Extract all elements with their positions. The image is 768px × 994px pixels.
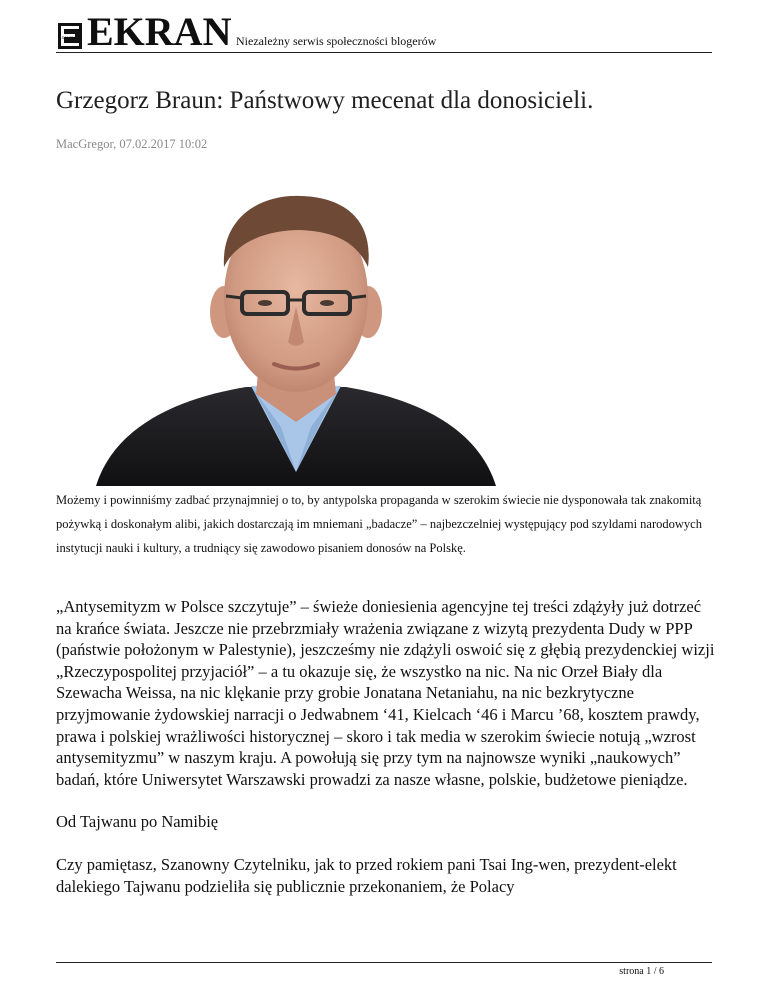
- site-tagline: Niezależny serwis społeczności blogerów: [236, 34, 437, 48]
- article-photo: [56, 172, 530, 486]
- footer-divider: [56, 962, 712, 963]
- svg-text:SALON 24: SALON 24: [61, 35, 81, 40]
- site-logo[interactable]: [56, 9, 232, 54]
- section-heading: Od Tajwanu po Namibię: [56, 812, 219, 832]
- paragraph: Czy pamiętasz, Szanowny Czytelniku, jak to przed rokiem pani Tsai Ing-wen, prezydent-elekt dalekiego Tajwanu podzieliła się publicznie przekonaniem, że Polacy: [56, 854, 677, 896]
- portrait-illustration: [56, 172, 530, 486]
- article-body: [56, 596, 720, 918]
- logo-mark-icon: [56, 20, 86, 50]
- paragraph: „Antysemityzm w Polsce szczytuje” – świeże doniesienia agencyjne tej treści zdążyły już dotrzeć na krańce świata. Jeszcze nie przebrzmiały wrażenia związane z wizytą prezydenta Dudy w PPP (państwie położonym w Palestynie), jeszcześmy nie zdążyli oswoić się z głębią prezydenckiej wizji „Rzeczypospolitej przyjaciół” – a tu okazuje się, że wszystko na nic. Na nic Orzeł Biały dla Szewacha Weissa, na nic klękanie przy grobie Jonatana Netaniahu, na nic bezkrytyczne przyjmowanie żydowskiej narracji o Jedwabnem ‘41, Kielcach ‘46 i Marcu ’68, kosztem prawdy, prawa i polskiej wrażliwości historycznej – skoro i tak media w szerokim świecie notują „wzrost antysemityzmu” w naszym kraju. A powołują się przy tym na najnowsze wyniki „naukowych” badań, które Uniwersytet Warszawski prowadzi za nasze własne, polskie, budżetowe pieniądze.: [56, 597, 715, 789]
- photo-caption: Możemy i powinniśmy zadbać przynajmniej o to, by antypolska propaganda w szerokim świecie nie dysponowała tak znakomitą pożywką i doskonałym alibi, jakich dostarczają im mniemani „badacze” – najbezczelniej występujący pod szyldami narodowych instytucji nauki i kultury, a trudniący się zawodowo pisaniem donosów na Polskę.: [56, 493, 702, 555]
- article-byline: MacGregor, 07.02.2017 10:02: [56, 137, 208, 151]
- site-header: [56, 9, 712, 54]
- article-title: Grzegorz Braun: Państwowy mecenat dla donosicieli.: [56, 87, 594, 114]
- page-number: strona 1 / 6: [619, 966, 664, 977]
- logo-text: EKRAN: [87, 9, 232, 54]
